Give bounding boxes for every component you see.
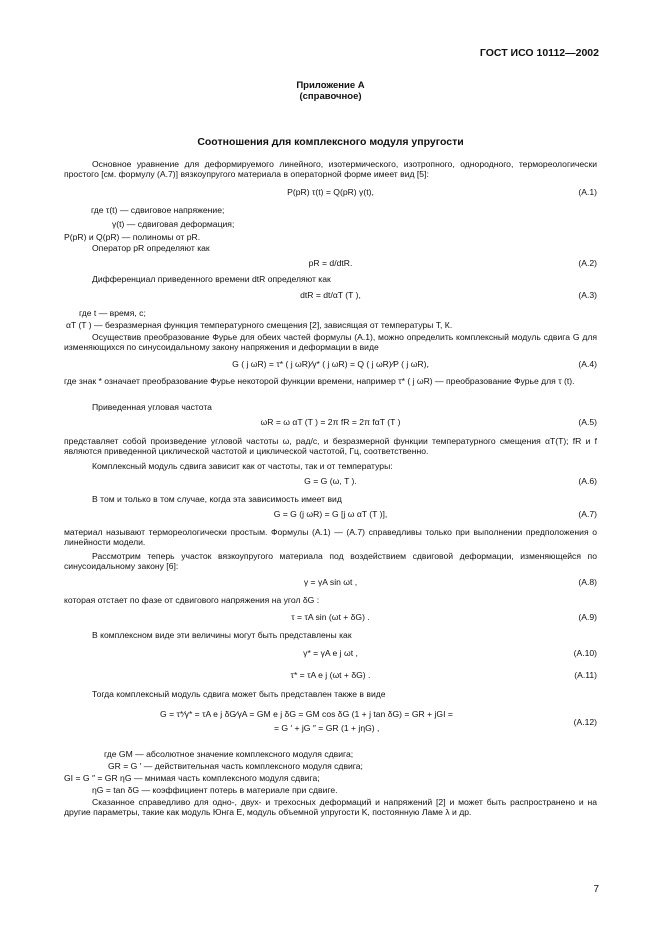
equation-a2: [64, 258, 597, 270]
legend-line: где t — время, с;: [79, 308, 146, 318]
equation-formula: γ = γA sin ωt ,: [303, 577, 358, 587]
paragraph-reduced-frequency: представляет собой произведение угловой частоты ω, рад/с, и безразмерной функции температурного смещения αT(T); fR и f являются приведенной циклической частотой и циклической частотой, Гц, соответственно.: [64, 436, 597, 457]
appendix-kind: (справочное): [299, 91, 362, 102]
equation-number: (А.12): [573, 717, 597, 727]
equation-formula: G = G (j ωR) = G [j ω αT (T )],: [273, 509, 388, 519]
equation-a5: [64, 417, 597, 429]
equation-formula: dtR = dt/αT (T ),: [300, 290, 361, 300]
equation-number: (А.7): [578, 509, 597, 519]
equation-a9: [64, 612, 597, 624]
appendix-label: Приложение А: [296, 80, 365, 91]
text-line: Тогда комплексный модуль сдвига может быть представлен также в виде: [92, 689, 386, 699]
equation-formula: G = G (ω, T ).: [304, 476, 357, 486]
equation-a7: [64, 509, 597, 521]
equation-a10: [64, 648, 597, 660]
text-line: Оператор pR определяют как: [92, 243, 210, 253]
legend-line: P(pR) и Q(pR) — полиномы от pR.: [64, 232, 201, 242]
equation-formula: G ( j ωR) = τ* ( j ωR)⁄γ* ( j ωR) = Q ( j ωR)⁄P ( j ωR),: [232, 359, 429, 369]
equation-number: (А.8): [578, 577, 597, 587]
legend-line: где τ(t) — сдвиговое напряжение;: [91, 205, 225, 215]
equation-formula-line2: = G ′ + jG ″ = GR (1 + jηG) ,: [274, 723, 380, 733]
equation-number: (А.3): [578, 290, 597, 300]
equation-formula: ωR = ω αT (T ) = 2π fR = 2π fαT (T ): [260, 417, 401, 427]
equation-a11: [64, 670, 597, 682]
equation-number: (А.1): [578, 187, 597, 197]
equation-a3: [64, 290, 597, 302]
equation-a4: [64, 359, 597, 371]
paragraph-sinusoidal: Рассмотрим теперь участок вязкоупругого материала под воздействием сдвиговой деформации, изменяющейся по синусоидальному закону [6]:: [64, 551, 597, 572]
paragraph-fourier: Осуществив преобразование Фурье для обеих частей формулы (А.1), можно определить комплексный модуль сдвига G для изменяющихся по синусоидальному закону напряжения и деформации в виде: [64, 332, 597, 353]
equation-formula: γ* = γA e j ωt ,: [303, 648, 358, 658]
equation-formula: τ = τA sin (ωt + δG) .: [291, 612, 370, 622]
text-line: Дифференциал приведенного времени dtR определяют как: [92, 274, 331, 284]
equation-formula: P(pR) τ(t) = Q(pR) γ(t),: [287, 187, 374, 197]
text-line: которая отстает по фазе от сдвигового напряжения на угол δG :: [64, 595, 320, 605]
text-line: В том и только в том случае, когда эта зависимость имеет вид: [92, 494, 342, 504]
equation-formula: pR = d/dtR.: [308, 258, 353, 268]
equation-formula: τ* = τA e j (ωt + δG) .: [290, 670, 371, 680]
legend-line: GR = G ′ — действительная часть комплексного модуля сдвига;: [108, 761, 363, 771]
equation-a6: [64, 476, 597, 488]
equation-number: (А.10): [573, 648, 597, 658]
equation-a1: [64, 187, 597, 199]
page-number: 7: [593, 884, 599, 895]
paragraph-intro: Основное уравнение для деформируемого линейного, изотермического, изотропного, однородного, термореологически простого [см. формулу (А.7)] вязкоупругого материала в операторной форме имеет вид [5]:: [64, 159, 597, 180]
paragraph-thermorheological: материал называют термореологически простым. Формулы (А.1) — (А.7) справедливы только при выполнении предположения о линейности модели.: [64, 527, 597, 548]
equation-number: (А.2): [578, 258, 597, 268]
section-title: Соотношения для комплексного модуля упругости: [197, 136, 464, 148]
legend-line: где GM — абсолютное значение комплексного модуля сдвига;: [104, 749, 354, 759]
paragraph-asterisk: где знак * означает преобразование Фурье некоторой функции времени, например τ* ( j ωR) — преобразование Фурье для τ (t).: [64, 376, 575, 386]
equation-a12: [64, 709, 597, 737]
standard-header: ГОСТ ИСО 10112—2002: [479, 47, 599, 59]
text-line: Комплексный модуль сдвига зависит как от частоты, так и от температуры:: [92, 461, 393, 471]
equation-number: (А.5): [578, 417, 597, 427]
equation-formula-line1: G = τ*⁄γ* = τA e j δG⁄γA = GM e j δG = GM cos δG (1 + j tan δG) = GR + jGI =: [160, 709, 453, 719]
equation-number: (А.4): [578, 359, 597, 369]
text-line: В комплексном виде эти величины могут быть представлены как: [92, 630, 352, 640]
legend-line: GI = G ″ = GR ηG — мнимая часть комплексного модуля сдвига;: [64, 773, 320, 783]
paragraph-conclusion: Сказанное справедливо для одно-, двух- и трехосных деформаций и напряжений [2] и может быть распространено и на другие параметры, такие как модуль Юнга E, модуль объемной упругости K, постоянную Ламе λ и др.: [64, 797, 597, 818]
equation-number: (А.6): [578, 476, 597, 486]
equation-a8: [64, 577, 597, 589]
legend-line: ηG = tan δG — коэффициент потерь в материале при сдвиге.: [92, 785, 338, 795]
equation-number: (А.9): [578, 612, 597, 622]
legend-line: γ(t) — сдвиговая деформация;: [112, 219, 235, 229]
legend-line: αT (T ) — безразмерная функция температурного смещения [2], зависящая от температуры T, К.: [66, 320, 453, 330]
text-line: Приведенная угловая частота: [92, 402, 212, 412]
equation-number: (А.11): [574, 670, 597, 680]
